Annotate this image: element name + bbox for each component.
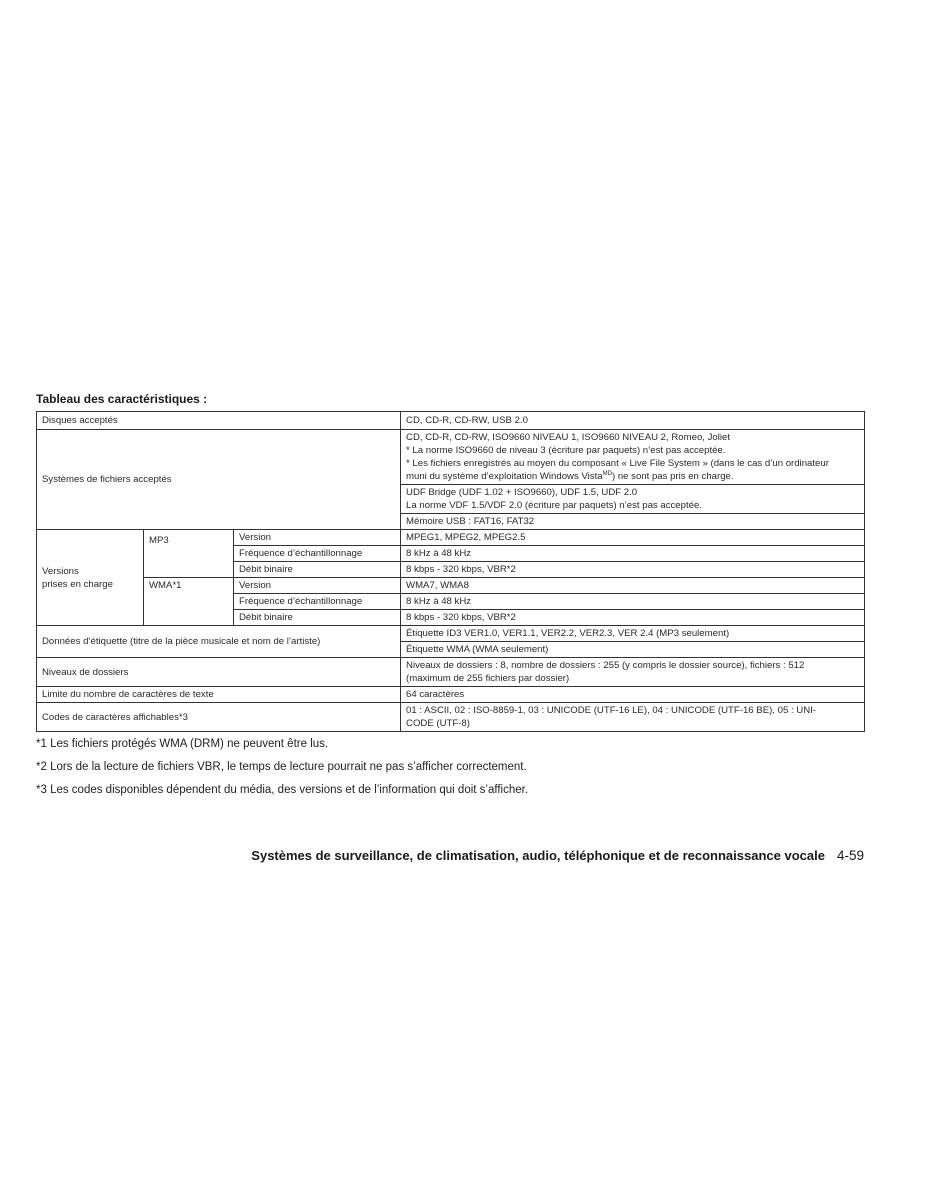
systemes-cd-line: * Les fichiers enregistrés au moyen du composant « Live File System » (dans le cas d’un ordinateur	[406, 458, 829, 469]
table-title: Tableau des caractéristiques :	[36, 392, 208, 406]
page-number: 4-59	[836, 848, 864, 863]
value-etiquette-id3: Étiquette ID3 VER1.0, VER1.1, VER2.2, VER2.3, VER 2.4 (MP3 seulement)	[401, 626, 865, 642]
label-disques: Disques acceptés	[37, 412, 401, 430]
label-limite: Limite du nombre de caractères de texte	[37, 687, 401, 703]
value-limite: 64 caractères	[401, 687, 865, 703]
codes-line: 01 : ASCII, 02 : ISO-8859-1, 03 : UNICODE (UTF-16 LE), 04 : UNICODE (UTF-16 BE), 05 : UNI-	[406, 705, 816, 716]
systemes-cd-line: CD, CD-R, CD-RW, ISO9660 NIVEAU 1, ISO9660 NIVEAU 2, Romeo, Joliet	[406, 432, 731, 443]
mp3-freq-label: Fréquence d’échantillonnage	[234, 546, 401, 562]
md-superscript: MD	[602, 471, 612, 477]
label-niveaux: Niveaux de dossiers	[37, 658, 401, 687]
footnotes	[36, 737, 864, 806]
label-versions-line1: Versions	[42, 565, 79, 577]
mp3-debit-value: 8 kbps - 320 kbps, VBR*2	[401, 562, 865, 578]
table-row-limite	[37, 687, 865, 703]
niveaux-line: (maximum de 255 fichiers par dossier)	[406, 673, 570, 684]
wma-freq-value: 8 kHz à 48 kHz	[401, 594, 865, 610]
table-row-etiquette	[37, 626, 865, 642]
systemes-udf-line: La norme VDF 1.5/VDF 2.0 (écriture par paquets) n’est pas acceptée.	[406, 500, 702, 511]
niveaux-line: Niveaux de dossiers : 8, nombre de dossiers : 255 (y compris le dossier source), fichiers : 512	[406, 660, 805, 671]
wma-debit-label: Débit binaire	[234, 610, 401, 626]
footnote-2: *2 Lors de la lecture de fichiers VBR, le temps de lecture pourrait ne pas s’afficher correctement.	[36, 761, 527, 773]
value-disques: CD, CD-R, CD-RW, USB 2.0	[401, 412, 865, 430]
value-codes	[401, 703, 865, 732]
format-mp3: MP3	[144, 530, 234, 578]
mp3-freq-value: 8 kHz à 48 kHz	[401, 546, 865, 562]
vista-text: muni du système d’exploitation Windows Vista	[406, 471, 603, 482]
systemes-cd-line	[406, 470, 859, 483]
table-row-niveaux	[37, 658, 865, 687]
specifications-table	[36, 411, 865, 732]
value-etiquette-wma: Étiquette WMA (WMA seulement)	[401, 642, 865, 658]
table-row-wma-version	[37, 578, 865, 594]
label-codes: Codes de caractères affichables*3	[37, 703, 401, 732]
label-systemes: Systèmes de fichiers acceptés	[37, 430, 401, 530]
wma-debit-value: 8 kbps - 320 kbps, VBR*2	[401, 610, 865, 626]
table-row-systemes	[37, 430, 865, 485]
value-systemes-usb: Mémoire USB : FAT16, FAT32	[401, 514, 865, 530]
label-versions-line2: prises en charge	[42, 578, 113, 590]
systemes-cd-line: * La norme ISO9660 de niveau 3 (écriture par paquets) n’est pas acceptée.	[406, 445, 726, 456]
value-systemes-cd	[401, 430, 865, 485]
value-niveaux	[401, 658, 865, 687]
footnote-3: *3 Les codes disponibles dépendent du média, des versions et de l’information qui doit s’afficher.	[36, 784, 529, 796]
section-title: Systèmes de surveillance, de climatisation, audio, téléphonique et de reconnaissance vocale	[251, 848, 825, 863]
table-row-disques	[37, 412, 865, 430]
mp3-debit-label: Débit binaire	[234, 562, 401, 578]
wma-version-label: Version	[234, 578, 401, 594]
value-systemes-udf	[401, 485, 865, 514]
mp3-version-value: MPEG1, MPEG2, MPEG2.5	[401, 530, 865, 546]
table-row-codes	[37, 703, 865, 732]
label-versions	[37, 530, 144, 626]
vista-text-end: ) ne sont pas pris en charge.	[611, 471, 734, 482]
label-etiquette: Données d’étiquette (titre de la pièce musicale et nom de l’artiste)	[37, 626, 401, 658]
codes-line: CODE (UTF-8)	[406, 718, 470, 729]
table-row-mp3-version	[37, 530, 865, 546]
systemes-udf-line: UDF Bridge (UDF 1.02 + ISO9660), UDF 1.5, UDF 2.0	[406, 487, 638, 498]
page-footer	[36, 848, 864, 863]
wma-version-value: WMA7, WMA8	[401, 578, 865, 594]
mp3-version-label: Version	[234, 530, 401, 546]
wma-freq-label: Fréquence d’échantillonnage	[234, 594, 401, 610]
format-wma: WMA*1	[144, 578, 234, 626]
footnote-1: *1 Les fichiers protégés WMA (DRM) ne peuvent être lus.	[36, 738, 329, 750]
